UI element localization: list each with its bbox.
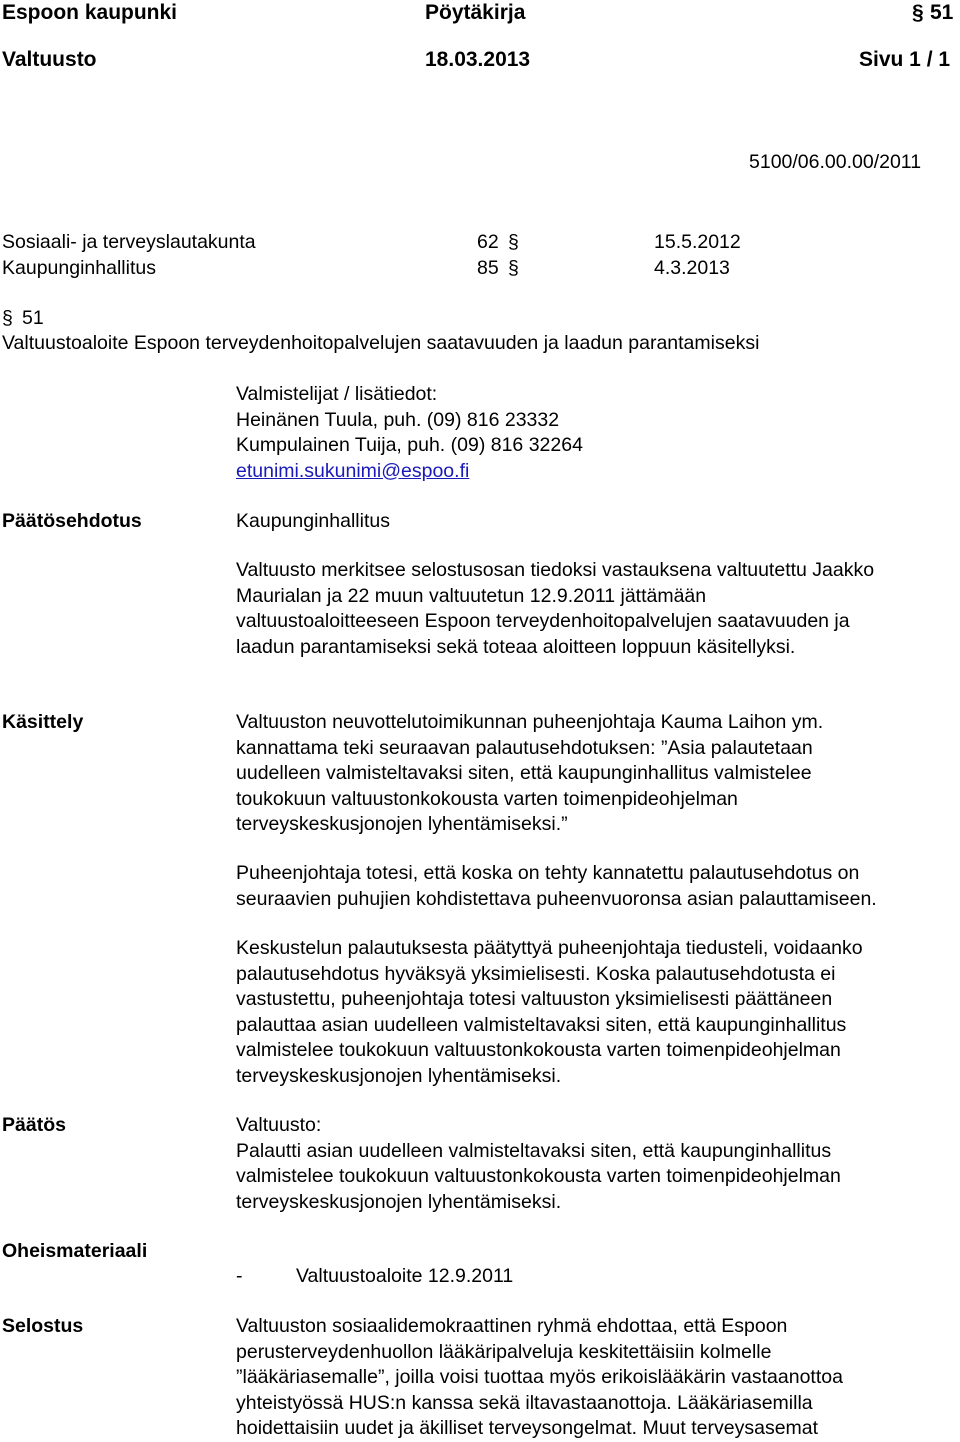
history-date: 15.5.2012 (654, 231, 741, 253)
handling-paragraph-3 (236, 936, 863, 1089)
handling-label: Käsittely (2, 711, 84, 733)
section-mark: § (912, 1, 924, 24)
text-line: seuraavien puhujien kohdistettava puheenvuoronsa asian palauttamiseen. (236, 887, 877, 910)
text-line: Valtuusto: (236, 1114, 322, 1136)
text-line: Palautti asian uudelleen valmisteltavaksi siten, että kaupunginhallitus (236, 1139, 832, 1162)
attachment-item: Valtuustoaloite 12.9.2011 (296, 1265, 514, 1287)
preparers-heading: Valmistelijat / lisätiedot: (236, 383, 438, 405)
attachments-label: Oheismateriaali (2, 1240, 148, 1262)
text-line: terveyskeskusjonojen lyhentämiseksi. (236, 1190, 562, 1213)
text-line: palautusehdotus hyväksyä yksimielisesti. Koska palautusehdotusta ei (236, 962, 836, 985)
text-line: toukokuun valtuustonkokousta varten toimenpideohjelman (236, 787, 738, 810)
attachment-bullet: - (236, 1265, 243, 1287)
history-date: 4.3.2013 (654, 257, 730, 279)
document-type: Pöytäkirja (425, 1, 526, 24)
text-line: terveyskeskusjonojen lyhentämiseksi. (236, 1064, 562, 1087)
text-line: uudelleen valmisteltavaksi siten, että kaupunginhallitus valmistelee (236, 762, 812, 784)
text-line: ”lääkäriasemalle”, joilla voisi tuottaa myös erikoislääkärin vastaanottoa (236, 1366, 843, 1388)
item-number: 51 (22, 307, 44, 329)
text-line: laadun parantamiseksi sekä toteaa aloitteen loppuun käsitellyksi. (236, 635, 796, 658)
text-line: valmistelee toukokuun valtuustonkokousta varten toimenpideohjelman (236, 1165, 841, 1187)
explanation-label: Selostus (2, 1315, 84, 1337)
text-line: kannattama teki seuraavan palautusehdotuksen: ”Asia palautetaan (236, 736, 813, 759)
text-line: Valtuusto merkitsee selostusosan tiedoksi vastauksena valtuutettu Jaakko (236, 559, 875, 581)
history-body: Kaupunginhallitus (2, 257, 156, 279)
header-section-number: 51 (930, 1, 954, 24)
decision-label: Päätös (2, 1114, 66, 1136)
history-section-mark: § (508, 257, 519, 279)
handling-paragraph-2 (236, 861, 877, 912)
history-body: Sosiaali- ja terveyslautakunta (2, 231, 256, 253)
text-line: Valtuuston neuvottelutoimikunnan puheenjohtaja Kauma Laihon ym. (236, 711, 824, 733)
page-indicator: Sivu 1 / 1 (859, 48, 951, 71)
preparer-email-link[interactable]: etunimi.sukunimi@espoo.fi (236, 459, 470, 482)
item-section-mark: § (2, 307, 13, 329)
text-line: terveyskeskusjonojen lyhentämiseksi.” (236, 813, 568, 835)
text-line: yhteistyössä HUS:n kanssa sekä iltavastaanottoja. Lääkäriasemilla (236, 1391, 813, 1414)
text-line: Keskustelun palautuksesta päätyttyä puheenjohtaja tiedusteli, voidaanko (236, 937, 863, 959)
item-title: Valtuustoaloite Espoon terveydenhoitopalvelujen saatavuuden ja laadun parantamiseksi (2, 332, 760, 354)
text-line: Valtuuston sosiaalidemokraattinen ryhmä ehdottaa, että Espoon (236, 1315, 788, 1337)
preparer-line: Kumpulainen Tuija, puh. (09) 816 32264 (236, 434, 583, 456)
decision-text (236, 1113, 841, 1215)
meeting-body: Valtuusto (2, 48, 97, 71)
preparer-line: Heinänen Tuula, puh. (09) 816 23332 (236, 408, 560, 431)
history-section-number: 62 (477, 231, 499, 253)
text-line: vastustettu, puheenjohtaja totesi valtuuston yksimielisesti päättäneen (236, 988, 833, 1010)
proposal-proposer: Kaupunginhallitus (236, 510, 390, 532)
text-line: perusterveydenhuollon lääkäripalveluja keskitettäisiin kolmelle (236, 1340, 772, 1363)
text-line: Puheenjohtaja totesi, että koska on tehty kannatettu palautusehdotus on (236, 862, 860, 884)
proposal-text (236, 558, 874, 660)
text-line: Maurialan ja 22 muun valtuutetun 12.9.2011 jättämään (236, 584, 707, 607)
history-section-mark: § (508, 231, 519, 253)
record-number: 5100/06.00.00/2011 (749, 151, 922, 173)
handling-paragraph-1 (236, 710, 823, 838)
explanation-text (236, 1314, 843, 1442)
text-line: valtuustoaloitteeseen Espoon terveydenhoitopalvelujen saatavuuden ja (236, 610, 850, 632)
text-line: palauttaa asian uudelleen valmisteltavaksi siten, että kaupunginhallitus (236, 1013, 847, 1036)
meeting-date: 18.03.2013 (425, 48, 531, 71)
text-line: hoidettaisiin uudet ja äkilliset terveysongelmat. Muut terveysasemat (236, 1417, 819, 1439)
text-line: valmistelee toukokuun valtuustonkokousta varten toimenpideohjelman (236, 1039, 841, 1061)
preparers-block (236, 382, 583, 484)
proposal-label: Päätösehdotus (2, 510, 142, 532)
organization-name: Espoon kaupunki (2, 1, 178, 24)
history-section-number: 85 (477, 257, 499, 279)
